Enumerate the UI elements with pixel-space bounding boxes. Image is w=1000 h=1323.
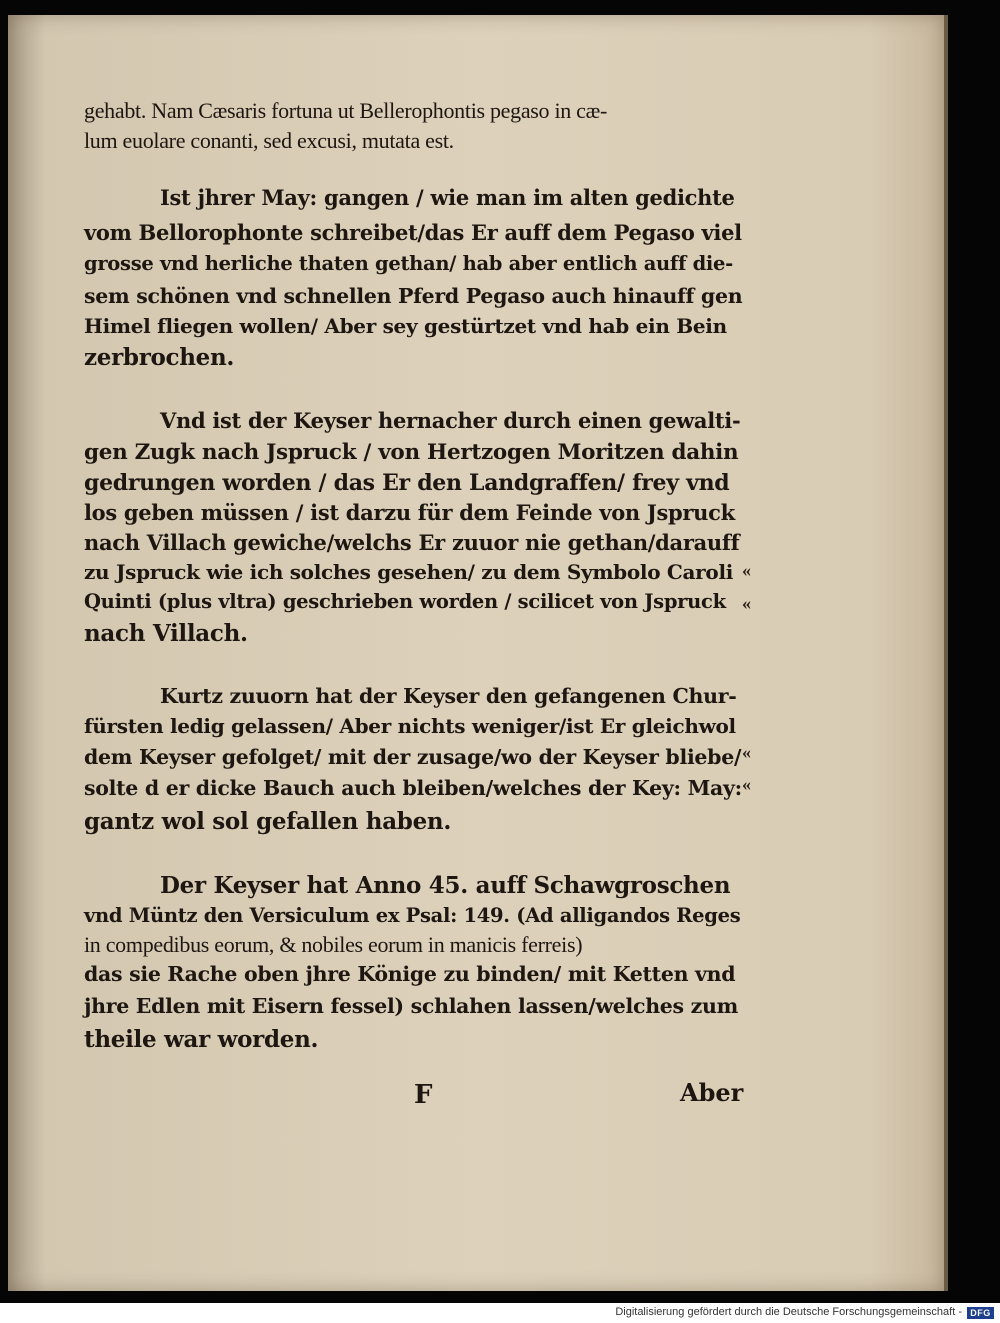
credit-text: Digitalisierung gefördert durch die Deutsche Forschungsgemeinschaft - xyxy=(615,1306,962,1318)
text-line: zerbrochen. xyxy=(84,344,235,371)
text-line: nach Villach gewiche/welchs Er zuuor nie gethan/darauff xyxy=(84,530,740,555)
text-line: Ist jhrer May: gangen / wie man im alten gedichte xyxy=(160,185,735,210)
catchword: Aber xyxy=(680,1078,744,1107)
dfg-logo-icon: DFG xyxy=(967,1307,994,1319)
text-line: das sie Rache oben jhre Könige zu binden/ mit Ketten vnd xyxy=(84,962,736,986)
text-line: vom Bellorophonte schreibet/das Er auff dem Pegaso viel xyxy=(84,220,742,245)
margin-mark: « xyxy=(742,593,751,613)
page-edge xyxy=(944,15,948,1291)
text-line: fürsten ledig gelassen/ Aber nichts weniger/ist Er gleichwol xyxy=(84,714,736,738)
text-line: solte d er dicke Bauch auch bleiben/welches der Key: May: xyxy=(84,776,742,800)
text-line: zu Jspruck wie ich solches gesehen/ zu dem Symbolo Caroli xyxy=(84,560,734,584)
text-line: jhre Edlen mit Eisern fessel) schlahen lassen/welches zum xyxy=(84,994,738,1018)
margin-mark: « xyxy=(742,774,751,794)
text-line: in compedibus eorum, & nobiles eorum in manicis ferreis) xyxy=(84,932,583,957)
signature-mark: F xyxy=(414,1080,433,1110)
text-line: theile war worden. xyxy=(84,1026,319,1053)
text-line: gantz wol sol gefallen haben. xyxy=(84,808,452,835)
text-line: sem schönen vnd schnellen Pferd Pegaso auch hinauff gen xyxy=(84,284,743,308)
text-line: Kurtz zuuorn hat der Keyser den gefangenen Chur- xyxy=(160,684,737,708)
credit-bar xyxy=(0,1303,1000,1323)
text-line: Quinti (plus vltra) geschrieben worden / scilicet von Jspruck xyxy=(84,590,726,613)
text-line: gen Zugk nach Jspruck / von Hertzogen Moritzen dahin xyxy=(84,440,739,465)
margin-mark: « xyxy=(742,560,751,580)
text-line: Himel fliegen wollen/ Aber sey gestürtzet vnd hab ein Bein xyxy=(84,314,727,338)
text-line: gehabt. Nam Cæsaris fortuna ut Bellerophontis pegaso in cæ- xyxy=(84,98,608,123)
text-line: nach Villach. xyxy=(84,620,248,647)
text-line: los geben müssen / ist darzu für dem Feinde von Jspruck xyxy=(84,500,735,525)
text-line: vnd Müntz den Versiculum ex Psal: 149. (Ad alligandos Reges xyxy=(84,904,741,927)
margin-mark: « xyxy=(742,742,751,762)
text-line: Der Keyser hat Anno 45. auff Schawgroschen xyxy=(160,872,731,899)
text-line: Vnd ist der Keyser hernacher durch einen gewalti- xyxy=(160,408,741,433)
text-line: dem Keyser gefolget/ mit der zusage/wo der Keyser bliebe/ xyxy=(84,745,742,769)
text-line: gedrungen worden / das Er den Landgraffen/ frey vnd xyxy=(84,470,730,496)
text-line: grosse vnd herliche thaten gethan/ hab aber entlich auff die- xyxy=(84,252,733,275)
text-line: lum euolare conanti, sed excusi, mutata est. xyxy=(84,128,454,153)
